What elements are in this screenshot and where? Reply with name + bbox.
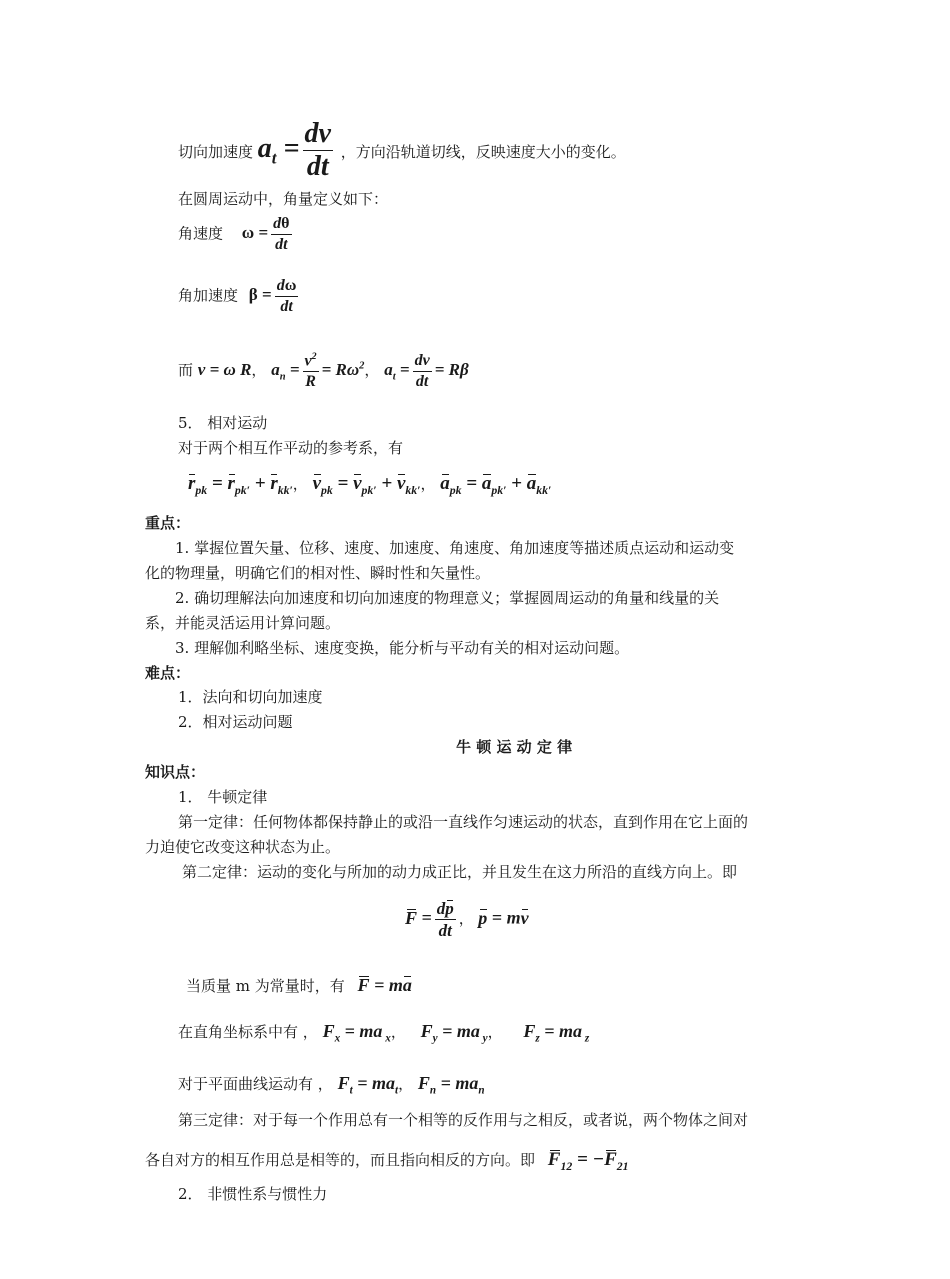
separator: ， [251,361,267,380]
relative-motion-formula: $r_{pk} = r_{pk'} + r_{kk'}$， $v_{pk} = v_{pk'} + v_{kk'}$， $a_{pk} = a_{pk'} + a_{kk'}$ [188,473,552,497]
key-point-2: 2. 确切理解法向加速度和切向加速度的物理意义；掌握圆周运动的角量和线量的关 [175,589,720,607]
tangential-accel-formula: $a_t$ = $\frac{dv}{dt}$ [257,118,331,182]
relation-line [178,352,469,390]
relative-motion-heading: 5． 相对运动 [178,414,268,432]
tangential-accel-line [178,120,626,181]
tangential-accel-label: 切向加速度 [178,142,254,161]
const-mass-label: 当质量 m 为常量时，有 [186,977,345,995]
angular-velocity-label: 角速度 [178,224,224,243]
key-point-3: 3. 理解伽利略坐标、速度变换，能分析与平动有关的相对运动问题。 [175,639,630,657]
third-law-formula: $F_{12} = -F_{21}$ [547,1149,629,1173]
cartesian-label: 在直角坐标系中有 ， [178,1023,318,1041]
key-point-2-cont: 系，并能灵活运用计算问题。 [145,614,341,632]
angular-velocity-line [178,216,295,253]
key-point-1: 1. 掌握位置矢量、位移、速度、加速度、角速度、角加速度等描述质点运动和运动变 [175,539,735,557]
tangential-accel-desc: ，方向沿轨道切线，反映速度大小的变化。 [340,142,626,161]
key-points-heading: 重点： [145,514,191,532]
normal-accel-formula: $a_n$ = $\frac{v^2}{R}$ = $R\omega^2$ [271,351,365,391]
circular-intro: 在圆周运动中，角量定义如下： [178,190,389,208]
fx-formula: $F_x$ = ma $_x$ [322,1021,391,1045]
tangential-accel-relation: $a_t$ = $\frac{dv}{dt}$ = Rβ [384,351,469,390]
difficulty-2: 2．相对运动问题 [178,713,293,731]
noninertial-heading: 2． 非惯性系与惯性力 [178,1185,328,1203]
second-law: 第二定律：运动的变化与所加的动力成正比，并且发生在这力所沿的直线方向上。即 [182,863,738,881]
linear-angular-formula: v = ω R [197,360,252,380]
first-law: 第一定律：任何物体都保持静止的或沿一直线作匀速运动的状态，直到作用在它上面的 [178,813,749,831]
angular-accel-formula: β = $\frac{d\omega}{dt}$ [248,277,297,315]
first-law-cont: 力迫使它改变这种状态为止。 [145,838,341,856]
separator: ， [487,1023,503,1041]
relation-prefix: 而 [178,361,194,380]
knowledge-heading: 知识点： [145,763,206,781]
separator: ， [364,361,380,380]
cartesian-line [178,1022,589,1045]
angular-velocity-formula: ω = $\frac{d\theta}{dt}$ [241,215,290,253]
second-law-formula: F = $\frac{dp}{dt}$ ， p = mv [405,899,529,940]
separator: ， [390,1023,406,1041]
plane-curve-line [178,1074,485,1097]
newton-laws-heading: 1． 牛顿定律 [178,788,268,806]
third-law-cont-line [145,1150,629,1173]
relative-motion-intro: 对于两个相互作平动的参考系，有 [178,439,404,457]
const-mass-line [186,976,412,994]
separator: ， [398,1075,414,1093]
section-title: 牛 顿 运 动 定 律 [456,738,573,756]
fy-formula: $F_y$ = ma $_y$ [420,1021,488,1045]
third-law: 第三定律：对于每一个作用总有一个相等的反作用与之相反，或者说，两个物体之间对 [178,1111,749,1129]
plane-curve-label: 对于平面曲线运动有 ， [178,1075,333,1093]
angular-accel-label: 角加速度 [178,286,239,305]
ft-formula: $F_t = ma_t$ [337,1073,399,1097]
third-law-cont: 各自对方的相互作用总是相等的，而且指向相反的方向。即 [145,1151,536,1169]
fz-formula: $F_z$ = ma $_z$ [523,1021,590,1045]
difficulties-heading: 难点： [145,664,191,682]
difficulty-1: 1．法向和切向加速度 [178,688,323,706]
fn-formula: $F_n = ma_n$ [417,1073,485,1097]
const-mass-formula: F = ma [357,975,412,995]
key-point-1-cont: 化的物理量，明确它们的相对性、瞬时性和矢量性。 [145,564,491,582]
angular-accel-line [178,278,301,315]
